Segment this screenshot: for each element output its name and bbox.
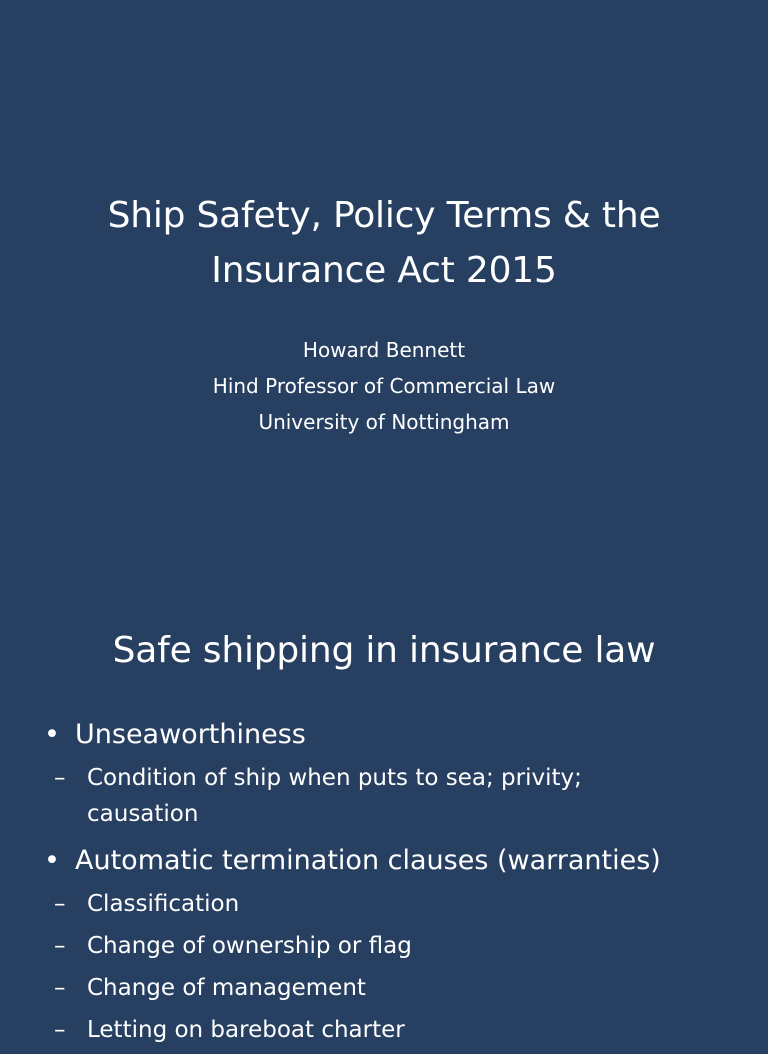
dash-icon: – <box>54 975 66 1001</box>
sub-bullet-text: Change of ownership or flag <box>87 933 412 959</box>
sub-bullet-text: Condition of ship when puts to sea; privity; <box>87 765 582 791</box>
title-line-2: Insurance Act 2015 <box>211 250 557 291</box>
dash-icon: – <box>54 765 66 791</box>
bullet-item <box>44 714 744 756</box>
sub-bullet-item <box>54 1012 744 1048</box>
dash-icon: – <box>54 1017 66 1043</box>
sub-bullet-continuation <box>54 796 744 832</box>
bullet-text: Automatic termination clauses (warranties) <box>75 845 661 876</box>
sub-bullet-item <box>54 760 744 796</box>
sub-bullet-item <box>54 886 744 922</box>
bullet-list <box>44 714 744 1054</box>
sub-bullet-text: Letting on bareboat charter <box>87 1017 405 1043</box>
sub-bullet-text: Classification <box>87 891 240 917</box>
author-institution: University of Nottingham <box>258 410 510 434</box>
slide-content <box>0 576 768 1043</box>
content-slide-title: Safe shipping in insurance law <box>112 630 656 671</box>
sub-bullet-text: Change of management <box>87 975 366 1001</box>
sub-bullet-text: causation <box>87 801 199 827</box>
bullet-icon: • <box>44 719 60 750</box>
slide-subtitle <box>40 332 728 440</box>
author-position: Hind Professor of Commercial Law <box>212 374 556 398</box>
author-name: Howard Bennett <box>302 338 466 362</box>
sub-bullet-item <box>54 970 744 1006</box>
bullet-text: Unseaworthiness <box>75 719 306 750</box>
slide-title-heading <box>40 188 728 298</box>
title-line-1: Ship Safety, Policy Terms & the <box>107 195 661 236</box>
bullet-item <box>44 840 744 882</box>
dash-icon: – <box>54 891 66 917</box>
sub-bullet-item <box>54 928 744 964</box>
dash-icon: – <box>54 933 66 959</box>
bullet-icon: • <box>44 845 60 876</box>
